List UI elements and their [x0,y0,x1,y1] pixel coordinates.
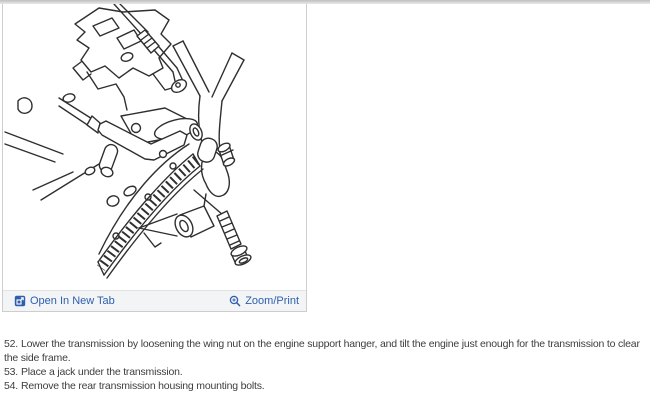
step-number: 54. [4,380,18,392]
figure-panel [2,4,307,312]
magnifier-icon[interactable] [229,295,241,307]
diagram-engine-block [73,8,179,110]
instruction-step [4,365,648,379]
step-text: Lower the transmission by loosening the wing nut on the engine support hanger, and tilt the engine just enough for the transmission to clear the side frame. [4,338,640,364]
step-number: 53. [4,366,18,378]
instructions-list [4,337,648,393]
figure-toolbar [3,290,306,311]
instruction-step [4,379,648,393]
figure-image-area [3,4,306,290]
open-in-new-tab-icon[interactable] [14,295,26,307]
step-text: Remove the rear transmission housing mounting bolts. [21,380,265,392]
step-number: 52. [4,338,18,350]
open-in-new-tab-link[interactable] [14,295,115,307]
diagram-shift-linkage [5,93,205,208]
diagram-mount-bracket [139,194,214,247]
open-in-new-tab-label: Open In New Tab [30,294,115,307]
instruction-step [4,337,648,365]
step-text: Place a jack under the transmission. [21,366,183,378]
zoom-print-label: Zoom/Print [245,294,299,307]
zoom-print-link[interactable] [229,295,299,307]
transmission-diagram [3,4,306,290]
